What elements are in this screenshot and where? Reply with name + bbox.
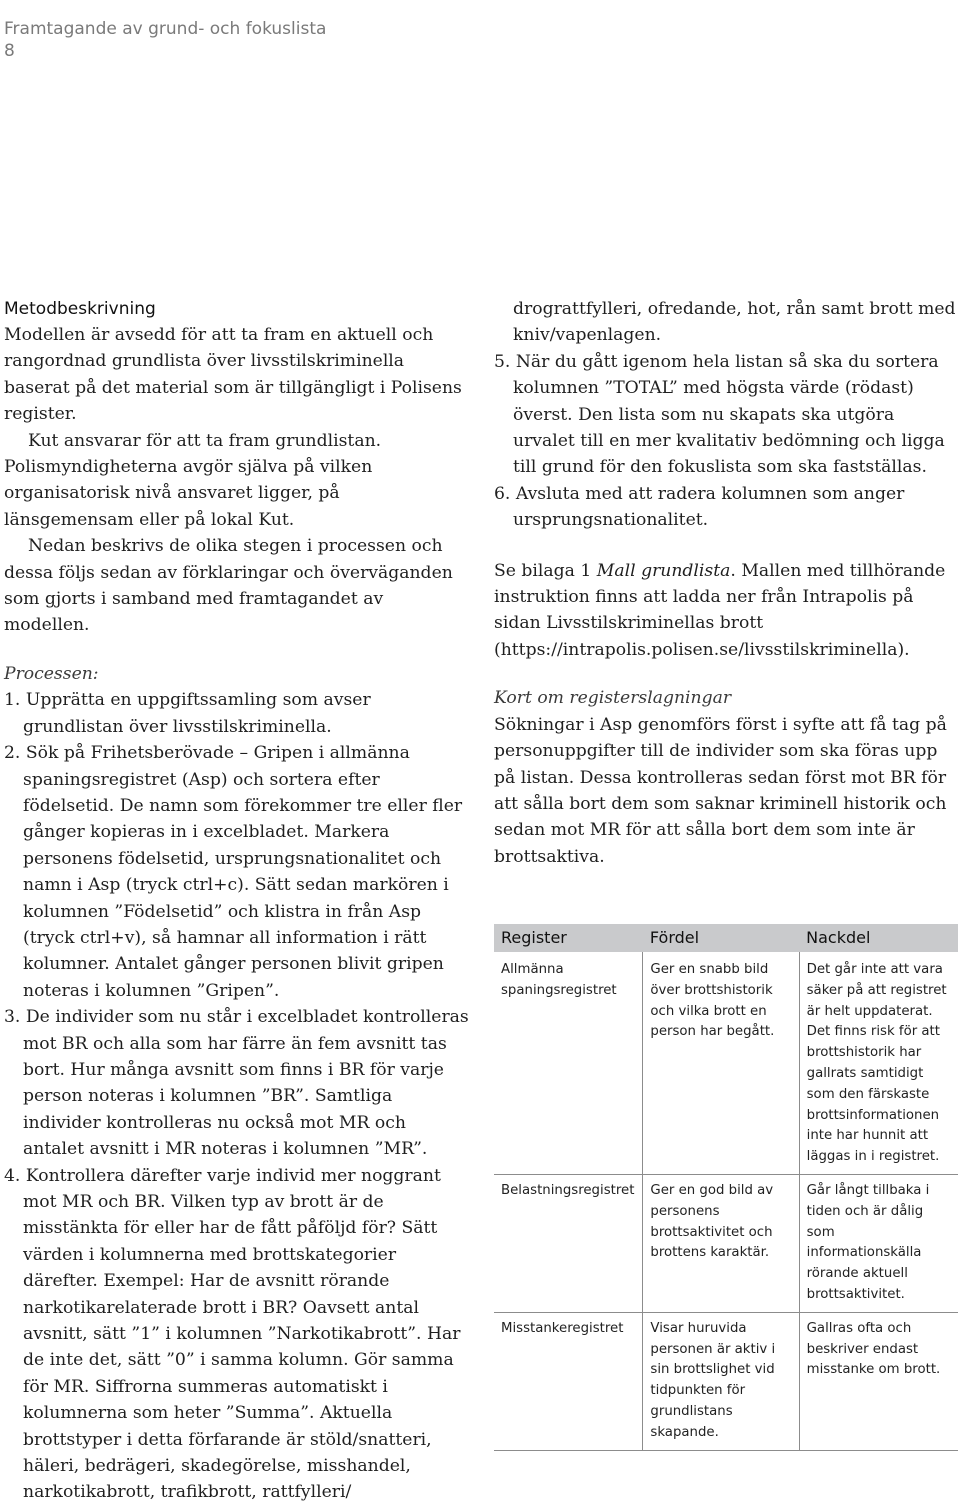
register-cell: Belastningsregistret <box>494 1174 643 1312</box>
disadvantage-cell: Gallras ofta och beskriver endast misstanke om brott. <box>799 1312 958 1450</box>
registry-comparison-table <box>494 924 958 1451</box>
registry-subheading: Kort om registerslagningar <box>494 688 732 709</box>
advantage-cell: Ger en snabb bild över brottshistorik och vilka brott en person har begått. <box>643 952 799 1174</box>
page-number: 8 <box>4 41 15 61</box>
disadvantage-cell: Det går inte att vara säker på att registret är helt uppdaterat. Det finns risk för att brottshistorik har gallrats samtidigt som den färskaste brottsinformationen inte har hunnit att läggas in i registret. <box>799 952 958 1174</box>
process-step-4-continued: drograttfylleri, ofredande, hot, rån samt brott med kniv/vapenlagen. <box>513 299 956 346</box>
process-step-6: 6. Avsluta med att radera kolumnen som anger ursprungsnationalitet. <box>494 483 905 531</box>
appendix-reference: Se bilaga 1 Mall grundlista. Mallen med tillhörande instruktion finns att ladda ner från Intrapolis på sidan Livsstilskriminellas brott (https://intrapolis.polisen.se/livsstilskriminella). <box>494 560 946 660</box>
disadvantage-cell: Går långt tillbaka i tiden och är dålig som informationskälla rörande aktuell brottsaktivitet. <box>799 1174 958 1312</box>
register-cell: Allmänna spaningsregistret <box>494 952 643 1174</box>
right-column <box>494 296 956 870</box>
responsibility-paragraph: Kut ansvarar för att ta fram grundlistan. Polismyndigheterna avgör själva på vilken organisatorisk nivå ansvaret ligger, på länsgemensam eller på lokal Kut. <box>4 430 382 530</box>
table-row <box>494 1174 958 1312</box>
column-header-fordel: Fördel <box>643 924 799 952</box>
left-column <box>4 296 470 1506</box>
running-title: Framtagande av grund- och fokuslista <box>4 19 327 39</box>
column-header-nackdel: Nackdel <box>799 924 958 952</box>
process-heading: Processen: <box>4 663 99 684</box>
section-heading: Metodbeskrivning <box>4 299 156 319</box>
overview-paragraph: Nedan beskrivs de olika stegen i processen och dessa följs sedan av förklaringar och överväganden som gjorts i samband med framtagandet av modellen. <box>4 536 453 636</box>
registry-paragraph: Sökningar i Asp genomförs först i syfte att få tag på personuppgifter till de individer som ska föras upp på listan. Dessa kontrolleras sedan först mot BR för att sålla bort dem som saknar kriminell historik och sedan mot MR för att sålla bort dem som inte är brottsaktiva. <box>494 714 947 867</box>
process-step-2: 2. Sök på Frihetsberövade – Gripen i allmänna spaningsregistret (Asp) och sortera efter födelsetid. De namn som förekommer tre eller fler gånger kopieras in i excelbladet. Markera personens födelsetid, ursprungsnationalitet och namn i Asp (tryck ctrl+c). Sätt sedan markören i kolumnen ”Födelsetid” och klistra in från Asp (tryck ctrl+v), så hamnar all information i rätt kolumner. Antalet gånger personen blivit gripen noteras i kolumnen ”Gripen”. <box>4 743 463 1001</box>
intro-paragraph: Modellen är avsedd för att ta fram en aktuell och rangordnad grundlista över livsstilskriminella baserat på det material som är tillgängligt i Polisens register. <box>4 325 462 425</box>
advantage-cell: Ger en god bild av personens brottsaktivitet och brottens karaktär. <box>643 1174 799 1312</box>
table-row <box>494 1312 958 1450</box>
table-header-row <box>494 924 958 952</box>
column-header-register: Register <box>494 924 643 952</box>
process-step-5: 5. När du gått igenom hela listan så ska du sortera kolumnen ”TOTAL” med högsta värde (rödast) överst. Den lista som nu skapats ska utgöra urvalet till en mer kvalitativ bedömning och ligga till grund för den fokuslista som ska fastställas. <box>494 351 945 478</box>
template-name: Mall grundlista <box>596 560 731 581</box>
register-cell: Misstankeregistret <box>494 1312 643 1450</box>
page-header <box>4 18 326 62</box>
table-row <box>494 952 958 1174</box>
advantage-cell: Visar huruvida personen är aktiv i sin brottslighet vid tidpunkten för grundlistans skapande. <box>643 1312 799 1450</box>
process-step-1: 1. Upprätta en uppgiftssamling som avser grundlistan över livsstilskriminella. <box>4 690 371 737</box>
process-step-4: 4. Kontrollera därefter varje individ mer noggrant mot MR och BR. Vilken typ av brott är de misstänkta för eller har de fått påföljd för? Sätt värden i kolumnerna med brottskategorier därefter. Exempel: Har de avsnitt rörande narkotikarelaterade brott i BR? Oavsett antal avsnitt, sätt ”1” i kolumnen ”Narkotikabrott”. Har de inte det, sätt ”0” i samma kolumn. Gör samma för MR. Siffrorna summeras automatiskt i kolumnerna som heter ”Summa”. Aktuella brottstyper i detta förfarande är stöld/snatteri, häleri, bedrägeri, skadegörelse, misshandel, narkotikabrott, trafikbrott, rattfylleri/ <box>4 1165 461 1503</box>
process-step-3: 3. De individer som nu står i excelbladet kontrolleras mot BR och alla som har färre än fem avsnitt tas bort. Hur många avsnitt som finns i BR för varje person noteras i kolumnen ”BR”. Samtliga individer kontrolleras nu också mot MR och antalet avsnitt i MR noteras i kolumnen ”MR”. <box>4 1007 469 1160</box>
